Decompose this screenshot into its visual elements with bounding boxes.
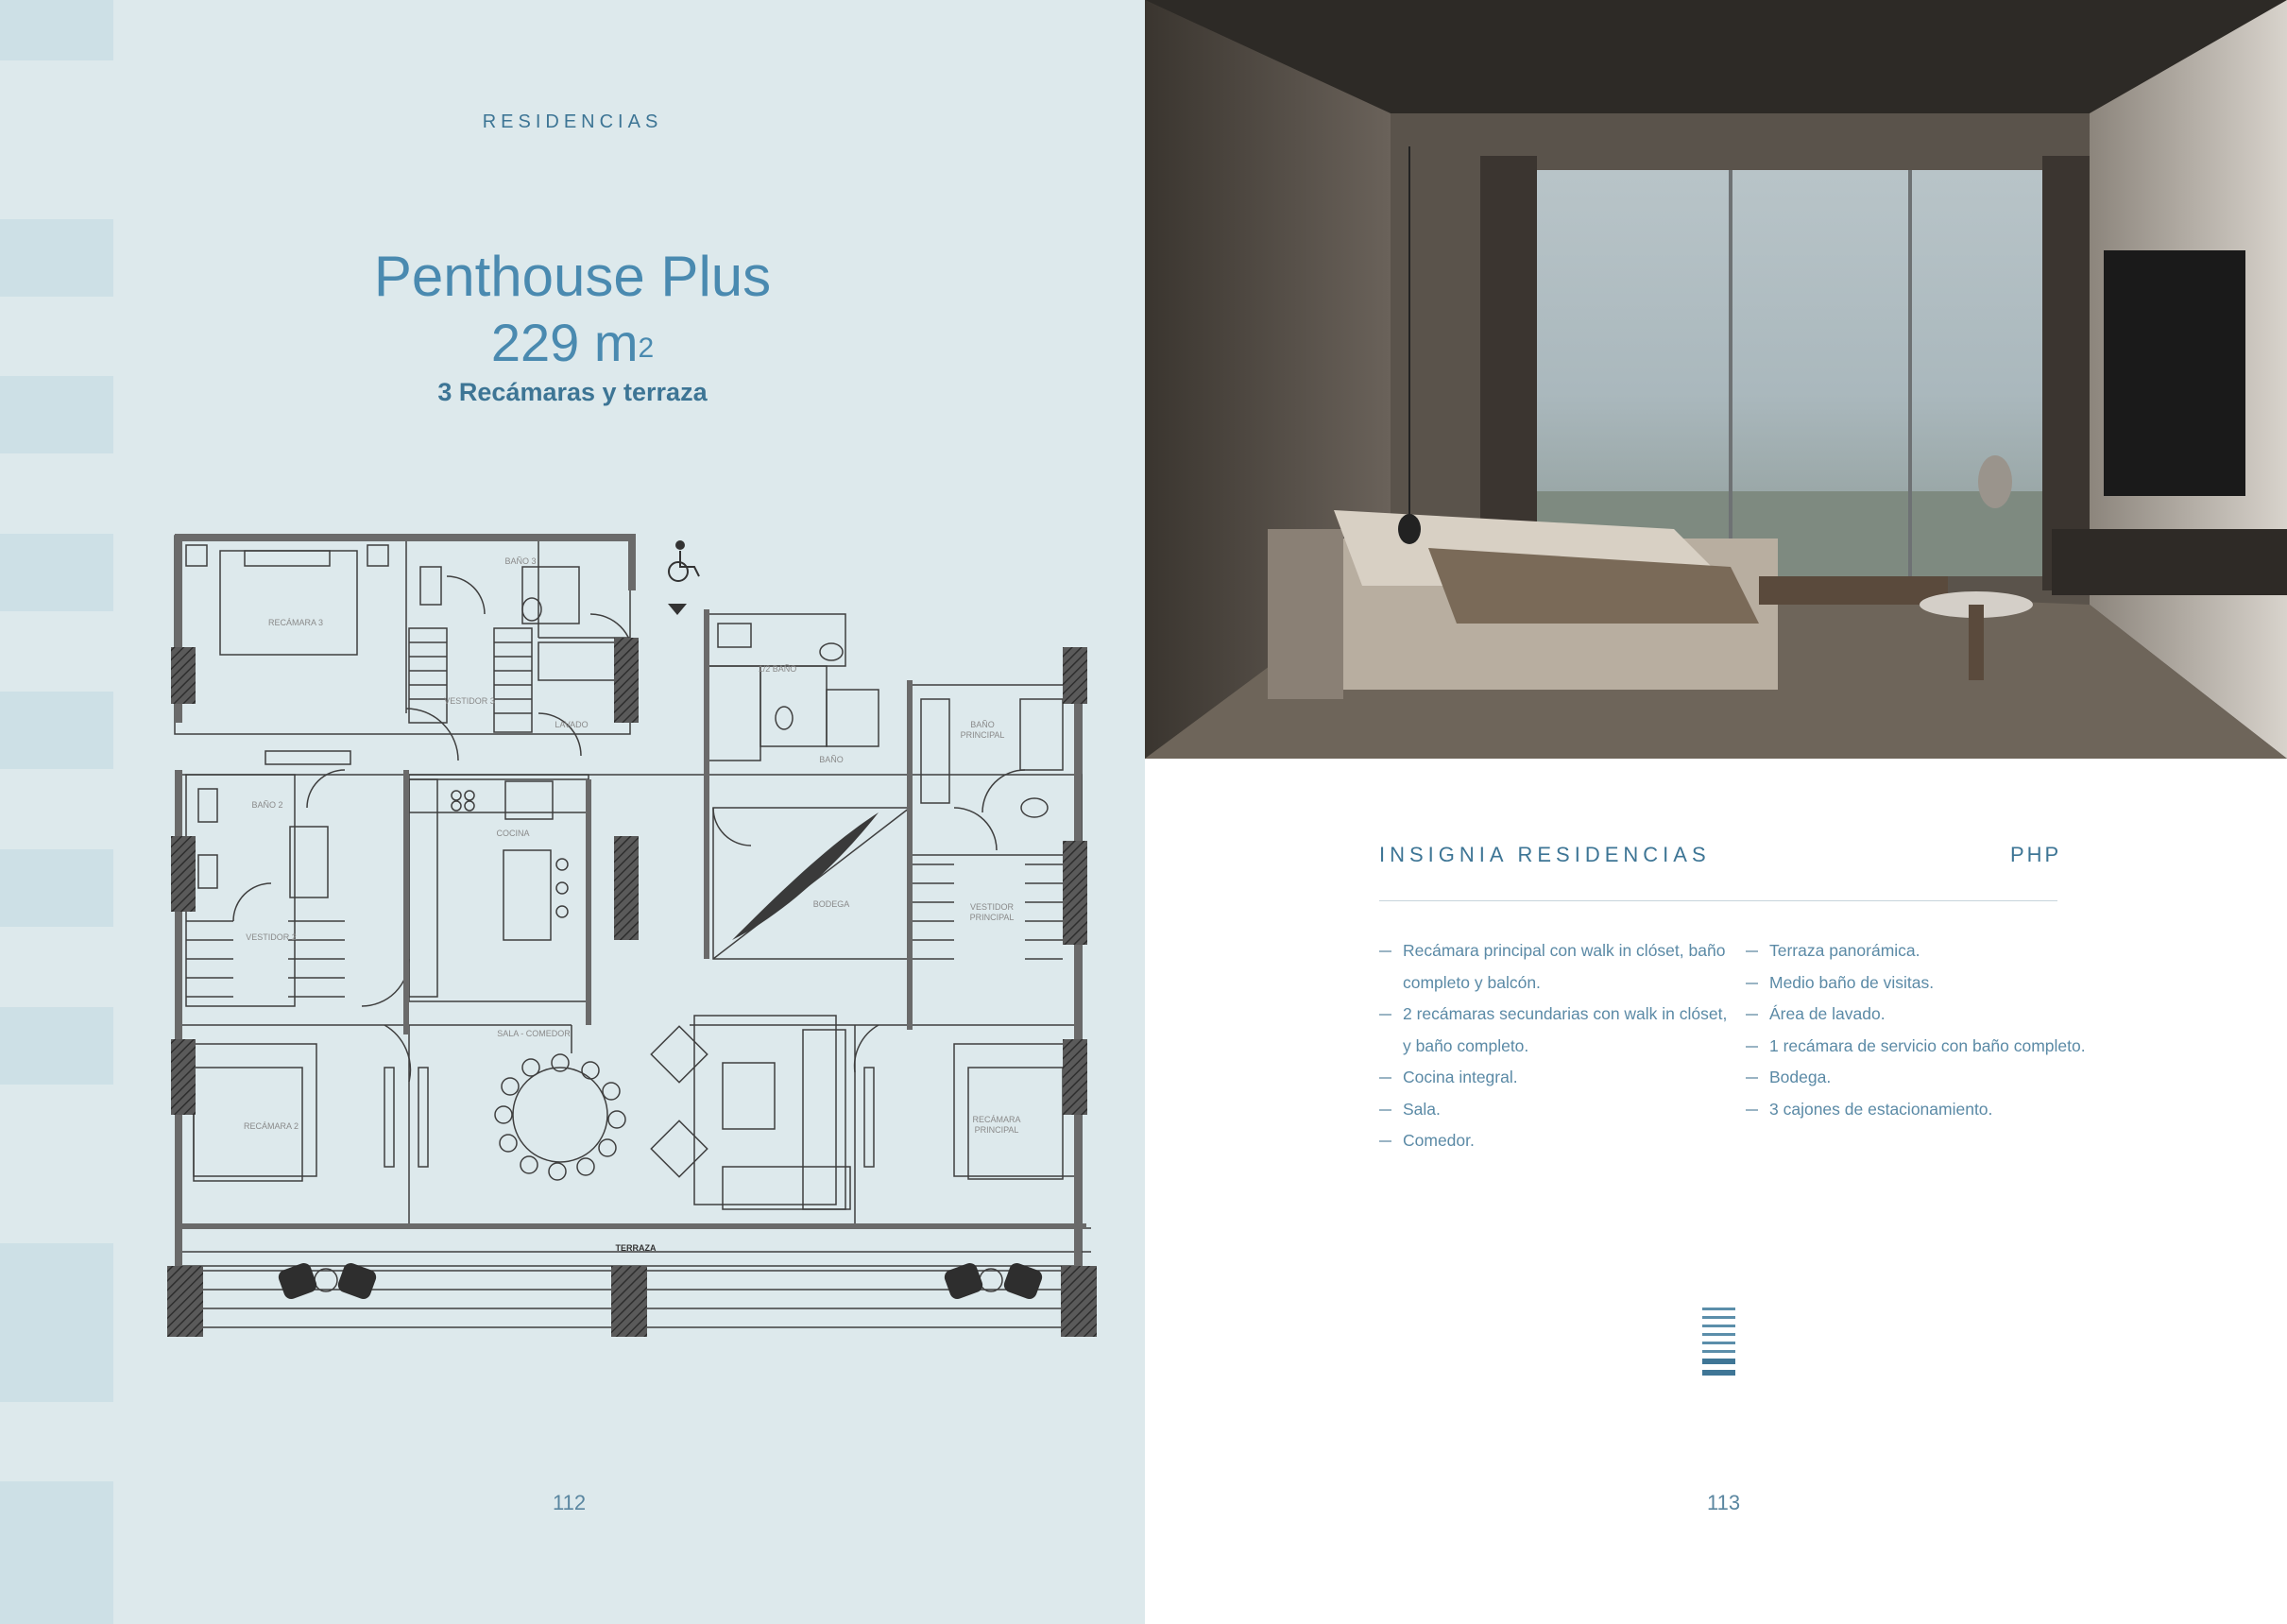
label-recamara2: RECÁMARA 2 (243, 1121, 299, 1131)
brand-name: INSIGNIA RESIDENCIAS (1379, 843, 1711, 866)
label-bano3: BAÑO 3 (504, 556, 537, 566)
bed-recamara2 (194, 1044, 316, 1176)
label-sala-comedor: SALA - COMEDOR (497, 1029, 571, 1038)
divider (1379, 900, 2057, 901)
page-subtitle: 3 Recámaras y terraza (437, 378, 708, 406)
stripes-logo-icon (1702, 1308, 1735, 1381)
feature-item: Área de lavado. (1746, 999, 2105, 1031)
bedroom-photo (1145, 0, 2287, 759)
label-recamara-principal-1: RECÁMARA (972, 1115, 1021, 1124)
section-kicker: RESIDENCIAS (482, 111, 663, 132)
features-list-right (1746, 935, 2105, 1125)
label-bano: BAÑO (819, 755, 844, 764)
accessibility-icon (669, 541, 699, 581)
feature-item: Cocina integral. (1379, 1062, 1738, 1094)
side-tab (0, 534, 113, 611)
north-arrow-icon (668, 604, 687, 615)
label-vestidor-principal-2: PRINCIPAL (969, 913, 1015, 922)
label-bodega: BODEGA (812, 899, 850, 909)
label-vestidor3: VESTIDOR 3 (444, 696, 495, 706)
side-tab (0, 1243, 113, 1402)
side-tab (0, 0, 113, 60)
label-vestidor2: VESTIDOR 2 (246, 932, 297, 942)
side-tab (0, 1481, 113, 1624)
area-unit-superscript: 2 (638, 333, 655, 364)
label-bano2: BAÑO 2 (251, 800, 283, 810)
feature-item: Recámara principal con walk in clóset, baño completo y balcón. (1379, 935, 1738, 999)
side-tab (0, 849, 113, 927)
feature-item: 3 cajones de estacionamiento. (1746, 1094, 2105, 1126)
feature-item: Bodega. (1746, 1062, 2105, 1094)
feature-item: 1 recámara de servicio con baño completo. (1746, 1031, 2105, 1063)
label-lavado: LAVADO (555, 720, 589, 729)
feature-item: Comedor. (1379, 1125, 1738, 1157)
area-label (0, 310, 1145, 376)
features-list-left (1379, 935, 1738, 1157)
feature-item: Medio baño de visitas. (1746, 967, 2105, 1000)
side-tab (0, 1007, 113, 1085)
label-bano-principal-2: PRINCIPAL (960, 730, 1005, 740)
area-value: 229 m (490, 313, 639, 372)
unit-code: PHP (2010, 843, 2062, 866)
label-recamara3: RECÁMARA 3 (267, 618, 324, 627)
side-tab (0, 692, 113, 769)
label-vestidor-principal-1: VESTIDOR (969, 902, 1015, 912)
bed-recamara-principal (954, 1044, 1077, 1176)
label-terraza: TERRAZA (615, 1243, 657, 1253)
label-cocina: COCINA (496, 829, 530, 838)
kitchen-island (503, 850, 551, 940)
label-media-bano: 1/2 BAÑO (758, 664, 797, 674)
page-number-left: 112 (553, 1491, 587, 1514)
dining-table (513, 1068, 607, 1162)
page-number-right: 113 (1707, 1491, 1741, 1514)
feature-item: Terraza panorámica. (1746, 935, 2105, 967)
floor-plan (165, 524, 1105, 1340)
feature-item: 2 recámaras secundarias con walk in clóset, y baño completo. (1379, 999, 1738, 1062)
wall-outline (175, 536, 630, 734)
label-bano-principal-1: BAÑO (970, 720, 995, 729)
page-title: Penthouse Plus (373, 245, 772, 308)
feature-item: Sala. (1379, 1094, 1738, 1126)
label-recamara-principal-2: PRINCIPAL (974, 1125, 1019, 1135)
